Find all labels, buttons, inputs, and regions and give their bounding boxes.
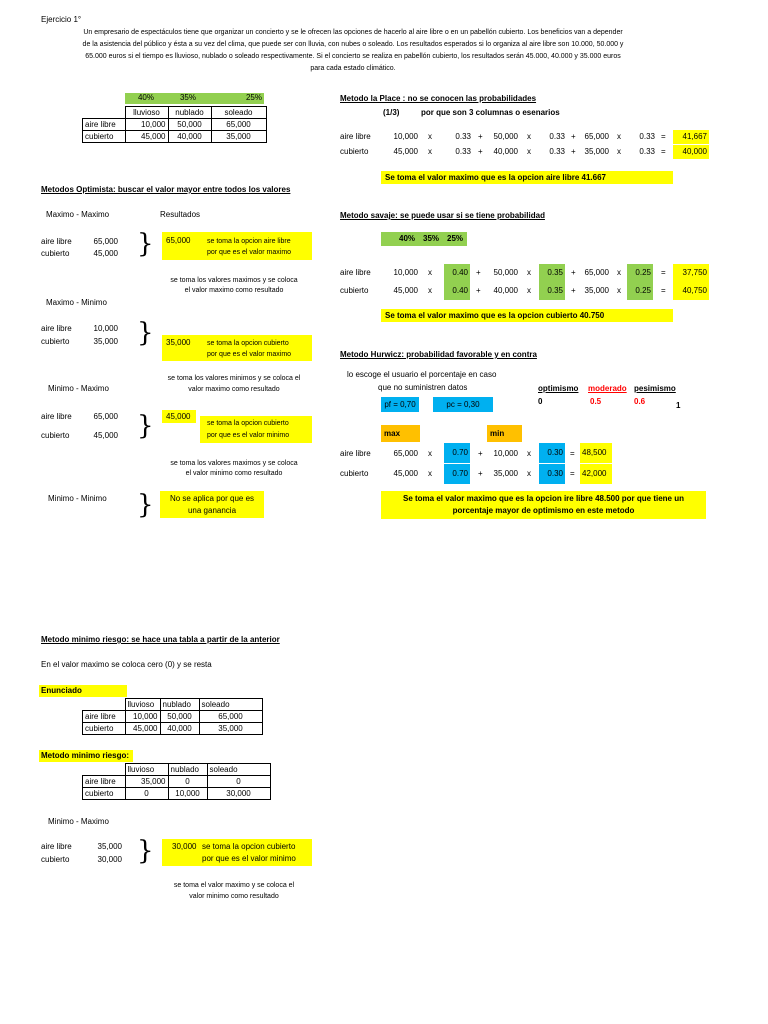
riesgo-minimo-maximo-label: Minimo - Maximo bbox=[48, 817, 109, 826]
riesgo-subtitle: En el valor maximo se coloca cero (0) y se resta bbox=[41, 660, 212, 669]
savaje-result-cubierto: 40,750 bbox=[673, 282, 709, 300]
laplace-fraction: (1/3) bbox=[383, 108, 400, 117]
moderado-label: moderado bbox=[588, 384, 627, 393]
pesimismo-label: pesimismo bbox=[634, 384, 676, 393]
minimo-maximo-label: Minimo - Maximo bbox=[48, 384, 109, 393]
savaje-title: Metodo savaje: se puede usar si se tiene probabilidad bbox=[340, 211, 545, 220]
min-badge: min bbox=[487, 425, 522, 442]
table-row: cubierto 45,000 40,000 35,000 bbox=[83, 131, 267, 143]
pct-40: 40% bbox=[125, 93, 167, 104]
pct-25: 25% bbox=[209, 93, 264, 104]
brace-maximo-minimo: } bbox=[137, 318, 154, 348]
problem-text-line-3: 65.000 euros si el tiempo es lluvioso, nublado o soleado respectivamente. Si el concierto se realiza en pabellón cubierto, los resultados serán 45.000, 40.000 y 35.000 euros bbox=[85, 53, 621, 60]
savaje-conclusion: Se toma el valor maximo que es la opcion cubierto 40.750 bbox=[381, 309, 673, 322]
riesgo-title: Metodo minimo riesgo: se hace una tabla a partir de la anterior bbox=[41, 635, 280, 644]
maximo-maximo-result: 65,000 bbox=[166, 236, 191, 245]
metodo-minimo-riesgo-label: Metodo minimo riesgo: bbox=[39, 750, 133, 762]
brace-minimo-maximo: } bbox=[137, 411, 154, 441]
table-row: cubierto 45,000 40,000 35,000 bbox=[83, 723, 263, 735]
problem-text-line-4: para cada estado climático. bbox=[310, 65, 396, 72]
brace-minimo-minimo: } bbox=[137, 490, 154, 520]
optimista-title: Metodos Optimista: buscar el valor mayor entre todos los valores bbox=[41, 185, 291, 194]
laplace-title: Metodo la Place : no se conocen las probabilidades bbox=[340, 94, 537, 103]
enunciado-table: lluvioso nublado soleado aire libre 10,000 50,000 65,000 cubierto 45,000 40,000 35,000 bbox=[82, 698, 263, 735]
header-lluvioso: lluvioso bbox=[125, 107, 168, 119]
maximo-maximo-label: Maximo - Maximo bbox=[46, 210, 110, 219]
laplace-result-cubierto: 40,000 bbox=[673, 145, 709, 159]
optimismo-label: optimismo bbox=[538, 384, 579, 393]
maximo-minimo-label: Maximo - Minimo bbox=[46, 298, 107, 307]
laplace-note: por que son 3 columnas o esenarios bbox=[421, 108, 560, 117]
header-nublado: nublado bbox=[168, 107, 211, 119]
pc-badge: pc = 0,30 bbox=[433, 397, 493, 412]
riesgo-result: 30,000 bbox=[172, 842, 197, 851]
table-row: aire libre 35,000 0 0 bbox=[83, 776, 271, 788]
minimo-maximo-result: 45,000 bbox=[166, 412, 191, 421]
hurwicz-conclusion-line-2: porcentaje mayor de optimismo en este metodo bbox=[452, 506, 635, 515]
pct-35: 35% bbox=[167, 93, 209, 104]
maximo-minimo-result: 35,000 bbox=[166, 338, 191, 347]
brace-riesgo: } bbox=[137, 836, 154, 866]
payoff-table bbox=[82, 106, 267, 143]
max-badge: max bbox=[381, 425, 420, 442]
minimo-minimo-label: Minimo - Minimo bbox=[48, 494, 107, 503]
laplace-conclusion: Se toma el valor maximo que es la opcion aire libre 41.667 bbox=[381, 171, 673, 184]
riesgo-table: lluvioso nublado soleado aire libre 35,000 0 0 cubierto 0 10,000 30,000 bbox=[82, 763, 271, 800]
enunciado-label: Enunciado bbox=[39, 685, 127, 697]
resultados-label: Resultados bbox=[160, 210, 201, 219]
problem-text-line-1: Un empresario de espectáculos tiene que organizar un concierto y se le ofrecen las opciones de hacerlo al aire libre o en un pabellón cubierto. Los beneficios van a depender bbox=[83, 29, 623, 36]
header-soleado: soleado bbox=[211, 107, 266, 119]
laplace-result-aire-libre: 41,667 bbox=[673, 130, 709, 144]
table-row: aire libre 10,000 50,000 65,000 bbox=[83, 711, 263, 723]
pf-badge: pf = 0,70 bbox=[381, 397, 419, 412]
hurwicz-conclusion-line-1: Se toma el valor maximo que es la opcion ire libre 48.500 por que tiene un bbox=[403, 494, 684, 503]
problem-text-line-2: de la asistencia del público y ésta a su vez del clima, que puede ser con lluvia, con nubes o soleado. Los resultados esperados si lo organiza al aire libre son 10.000, 50.000 y bbox=[82, 41, 624, 48]
hurwicz-result-cubierto: 42,000 bbox=[580, 464, 612, 484]
savaje-result-aire-libre: 37,750 bbox=[673, 264, 709, 282]
table-row: aire libre 10,000 50,000 65,000 bbox=[83, 119, 267, 131]
table-row: cubierto 0 10,000 30,000 bbox=[83, 788, 271, 800]
brace-maximo-maximo: } bbox=[137, 229, 154, 259]
hurwicz-result-aire-libre: 48,500 bbox=[580, 443, 612, 463]
exercise-title: Ejercicio 1° bbox=[41, 15, 82, 24]
hurwicz-title: Metodo Hurwicz: probabilidad favorable y en contra bbox=[340, 350, 537, 359]
